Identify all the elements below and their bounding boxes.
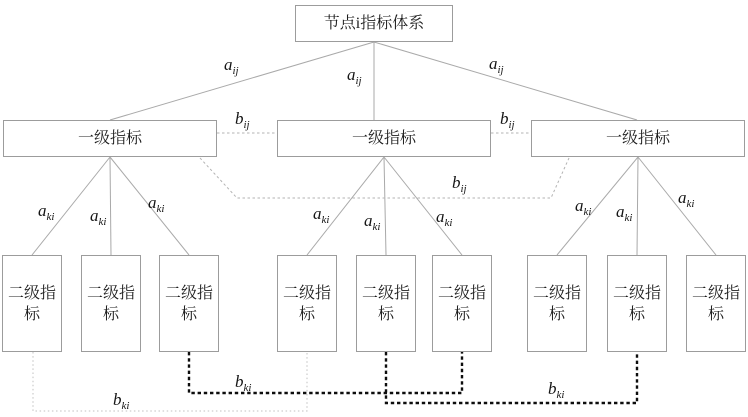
level1-node-1-label: 一级指标 — [77, 130, 142, 147]
root-node-label: 节点i指标体系 — [323, 15, 425, 32]
level2-node-2 — [81, 255, 141, 352]
level2-node-9-label: 二级指标 — [691, 284, 740, 323]
level2-node-5-label: 二级指标 — [361, 284, 410, 323]
level2-node-3-label: 二级指标 — [164, 284, 213, 323]
edge-bki-l2-3-6 — [189, 352, 462, 393]
level2-node-8 — [607, 255, 667, 352]
level2-node-6 — [432, 255, 492, 352]
edge-label-a-ki-1: $a_{ki}$ — [38, 201, 55, 223]
level1-node-1 — [3, 120, 217, 157]
edge-label-a-ki-5: $a_{ki}$ — [364, 211, 381, 233]
edge-l1-3-l2-8 — [637, 157, 638, 255]
edge-bki-l2-5-8 — [386, 352, 637, 403]
edge-label-a-ki-4: $a_{ki}$ — [313, 204, 330, 226]
root-node — [295, 5, 453, 42]
level2-node-4 — [277, 255, 337, 352]
level1-node-3-label: 一级指标 — [605, 130, 670, 147]
edge-label-a-ki-3: $a_{ki}$ — [148, 193, 165, 215]
level2-node-6-label: 二级指标 — [437, 284, 486, 323]
level2-node-2-label: 二级指标 — [86, 284, 135, 323]
edge-label-b-ki-3: $b_{ki}$ — [548, 379, 565, 401]
edge-l1-1-l2-2 — [110, 157, 111, 255]
edge-label-b-ij-1: $b_{ij}$ — [235, 109, 250, 131]
level2-node-3 — [159, 255, 219, 352]
level1-node-2 — [277, 120, 491, 157]
level2-node-9 — [686, 255, 746, 352]
edge-label-a-ij-1: $a_{ij}$ — [224, 55, 239, 77]
edge-label-a-ki-7: $a_{ki}$ — [575, 196, 592, 218]
level2-node-7 — [527, 255, 587, 352]
level1-node-3 — [531, 120, 745, 157]
level2-node-4-label: 二级指标 — [282, 284, 331, 323]
edge-l1-3-l2-9 — [638, 157, 716, 255]
edge-label-a-ij-3: $a_{ij}$ — [489, 54, 504, 76]
edge-label-a-ki-6: $a_{ki}$ — [436, 207, 453, 229]
level1-node-2-label: 一级指标 — [351, 130, 416, 147]
edge-label-a-ij-2: $a_{ij}$ — [347, 65, 362, 87]
edge-label-a-ki-8: $a_{ki}$ — [616, 202, 633, 224]
level2-node-1-label: 二级指标 — [7, 284, 56, 323]
edge-l1-2-l2-5 — [384, 157, 386, 255]
edge-label-b-ij-2: $b_{ij}$ — [500, 109, 515, 131]
level2-node-1 — [2, 255, 62, 352]
edge-bki-l2-1-4 — [33, 352, 307, 411]
edge-label-b-ki-2: $b_{ki}$ — [235, 372, 252, 394]
edge-label-b-ij-3: $b_{ij}$ — [452, 173, 467, 195]
edge-label-a-ki-9: $a_{ki}$ — [678, 188, 695, 210]
edge-l1-2-l2-6 — [384, 157, 462, 255]
edge-label-b-ki-1: $b_{ki}$ — [113, 390, 130, 412]
level2-node-5 — [356, 255, 416, 352]
level2-node-8-label: 二级指标 — [612, 284, 661, 323]
level2-node-7-label: 二级指标 — [532, 284, 581, 323]
edge-label-a-ki-2: $a_{ki}$ — [90, 206, 107, 228]
